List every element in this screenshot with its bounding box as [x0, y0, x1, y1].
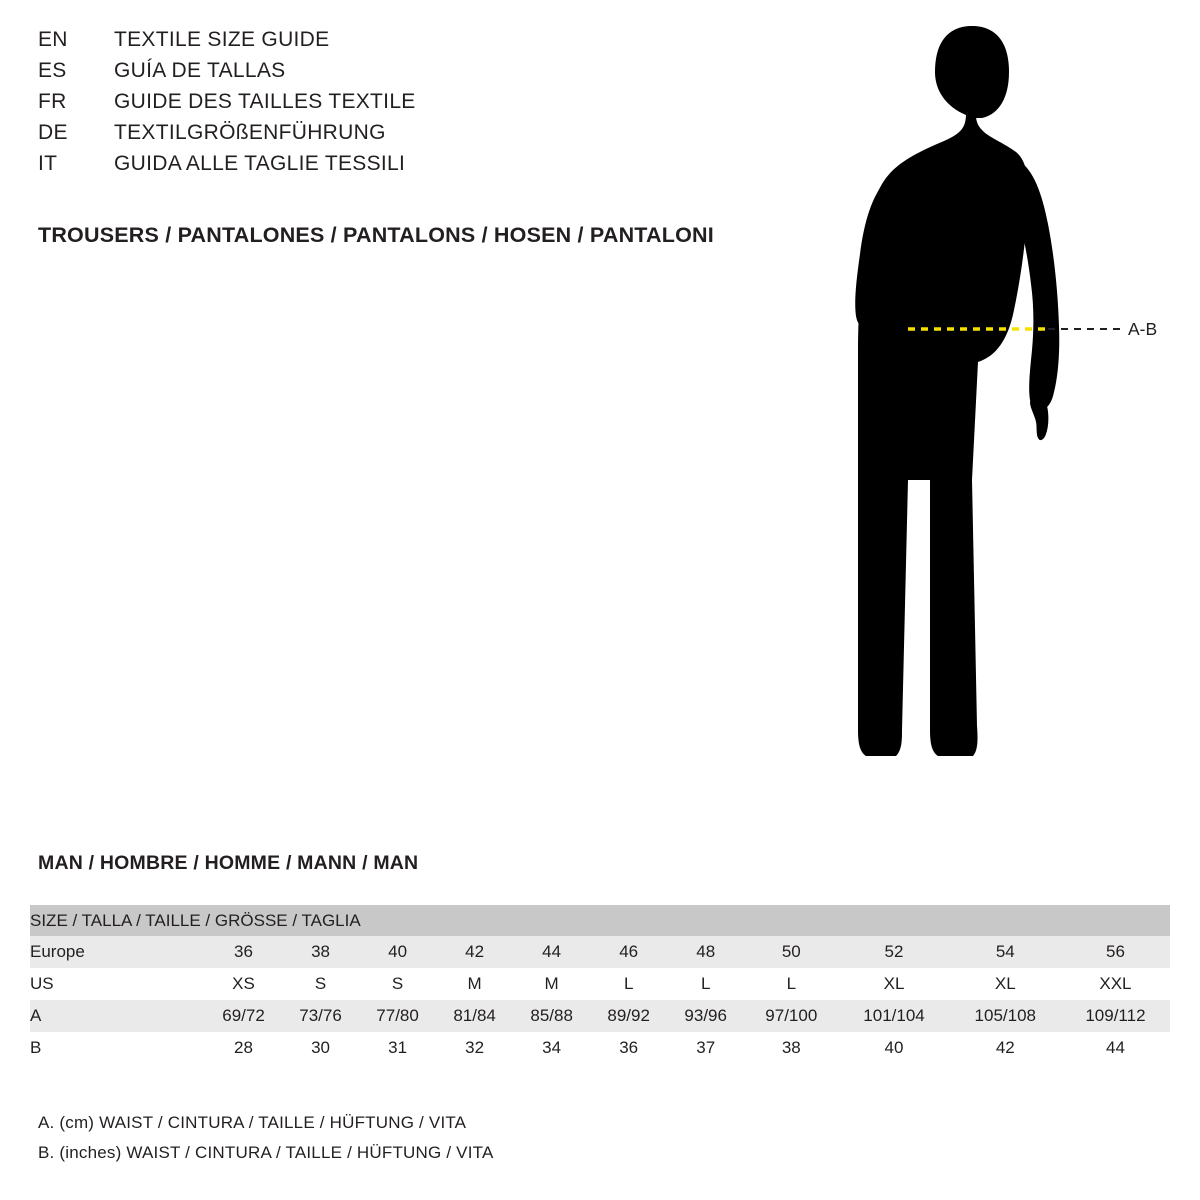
table-cell: 97/100 [744, 1000, 838, 1032]
table-cell: 73/76 [282, 1000, 359, 1032]
language-code: EN [38, 28, 68, 51]
language-code: IT [38, 152, 58, 175]
table-cell: 50 [744, 936, 838, 968]
table-cell: 32 [436, 1032, 513, 1064]
footnote-b: B. (inches) WAIST / CINTURA / TAILLE / HÜFTUNG / VITA [38, 1143, 494, 1162]
table-cell: 52 [838, 936, 949, 968]
language-header-block [38, 28, 798, 183]
row-label: B [30, 1032, 205, 1064]
table-row [30, 968, 1170, 1000]
size-table [30, 905, 1170, 1064]
table-cell: 40 [359, 936, 436, 968]
table-cell: S [359, 968, 436, 1000]
table-cell: 31 [359, 1032, 436, 1064]
table-header-label: SIZE / TALLA / TAILLE / GRÖSSE / TAGLIA [30, 905, 1170, 936]
garment-type-label: TROUSERS / PANTALONES / PANTALONS / HOSEN / PANTALONI [38, 223, 714, 247]
table-cell: 101/104 [838, 1000, 949, 1032]
table-cell: XXL [1061, 968, 1170, 1000]
table-cell: 38 [282, 936, 359, 968]
language-code: ES [38, 59, 67, 82]
table-cell: 44 [513, 936, 590, 968]
table-cell: 36 [590, 1032, 667, 1064]
table-cell: 28 [205, 1032, 282, 1064]
footnote-a: A. (cm) WAIST / CINTURA / TAILLE / HÜFTUNG / VITA [38, 1113, 467, 1132]
table-section-title: MAN / HOMBRE / HOMME / MANN / MAN [38, 852, 419, 874]
table-cell: 105/108 [950, 1000, 1061, 1032]
table-cell: 109/112 [1061, 1000, 1170, 1032]
table-row [30, 1000, 1170, 1032]
table-cell: L [744, 968, 838, 1000]
table-cell: L [590, 968, 667, 1000]
table-cell: M [436, 968, 513, 1000]
table-cell: 56 [1061, 936, 1170, 968]
table-cell: S [282, 968, 359, 1000]
language-code: DE [38, 121, 68, 144]
table-row [30, 1032, 1170, 1064]
table-cell: 69/72 [205, 1000, 282, 1032]
table-cell: 34 [513, 1032, 590, 1064]
table-cell: XS [205, 968, 282, 1000]
language-title: GUÍA DE TALLAS [114, 59, 286, 82]
row-label: Europe [30, 936, 205, 968]
table-cell: 37 [667, 1032, 744, 1064]
measurement-label: A-B [1128, 319, 1158, 339]
language-title: GUIDE DES TAILLES TEXTILE [114, 90, 416, 113]
table-cell: 89/92 [590, 1000, 667, 1032]
language-row [38, 28, 798, 59]
language-title: GUIDA ALLE TAGLIE TESSILI [114, 152, 406, 175]
table-cell: 81/84 [436, 1000, 513, 1032]
table-cell: 38 [744, 1032, 838, 1064]
silhouette-shape [855, 26, 1059, 756]
language-title: TEXTILGRÖßENFÜHRUNG [114, 121, 386, 144]
language-row [38, 59, 798, 90]
table-cell: XL [950, 968, 1061, 1000]
language-title: TEXTILE SIZE GUIDE [114, 28, 330, 51]
table-cell: XL [838, 968, 949, 1000]
table-cell: M [513, 968, 590, 1000]
table-cell: 54 [950, 936, 1061, 968]
table-row [30, 936, 1170, 968]
table-cell: L [667, 968, 744, 1000]
table-cell: 40 [838, 1032, 949, 1064]
table-cell: 77/80 [359, 1000, 436, 1032]
row-label: US [30, 968, 205, 1000]
table-cell: 46 [590, 936, 667, 968]
table-cell: 44 [1061, 1032, 1170, 1064]
table-cell: 36 [205, 936, 282, 968]
language-row [38, 152, 798, 183]
male-figure-illustration [790, 10, 1190, 800]
row-label: A [30, 1000, 205, 1032]
table-cell: 48 [667, 936, 744, 968]
language-code: FR [38, 90, 67, 113]
table-cell: 85/88 [513, 1000, 590, 1032]
language-row [38, 90, 798, 121]
language-row [38, 121, 798, 152]
table-cell: 42 [436, 936, 513, 968]
table-header-row [30, 905, 1170, 936]
footnotes-block [38, 1108, 494, 1168]
table-cell: 42 [950, 1032, 1061, 1064]
table-cell: 93/96 [667, 1000, 744, 1032]
table-cell: 30 [282, 1032, 359, 1064]
